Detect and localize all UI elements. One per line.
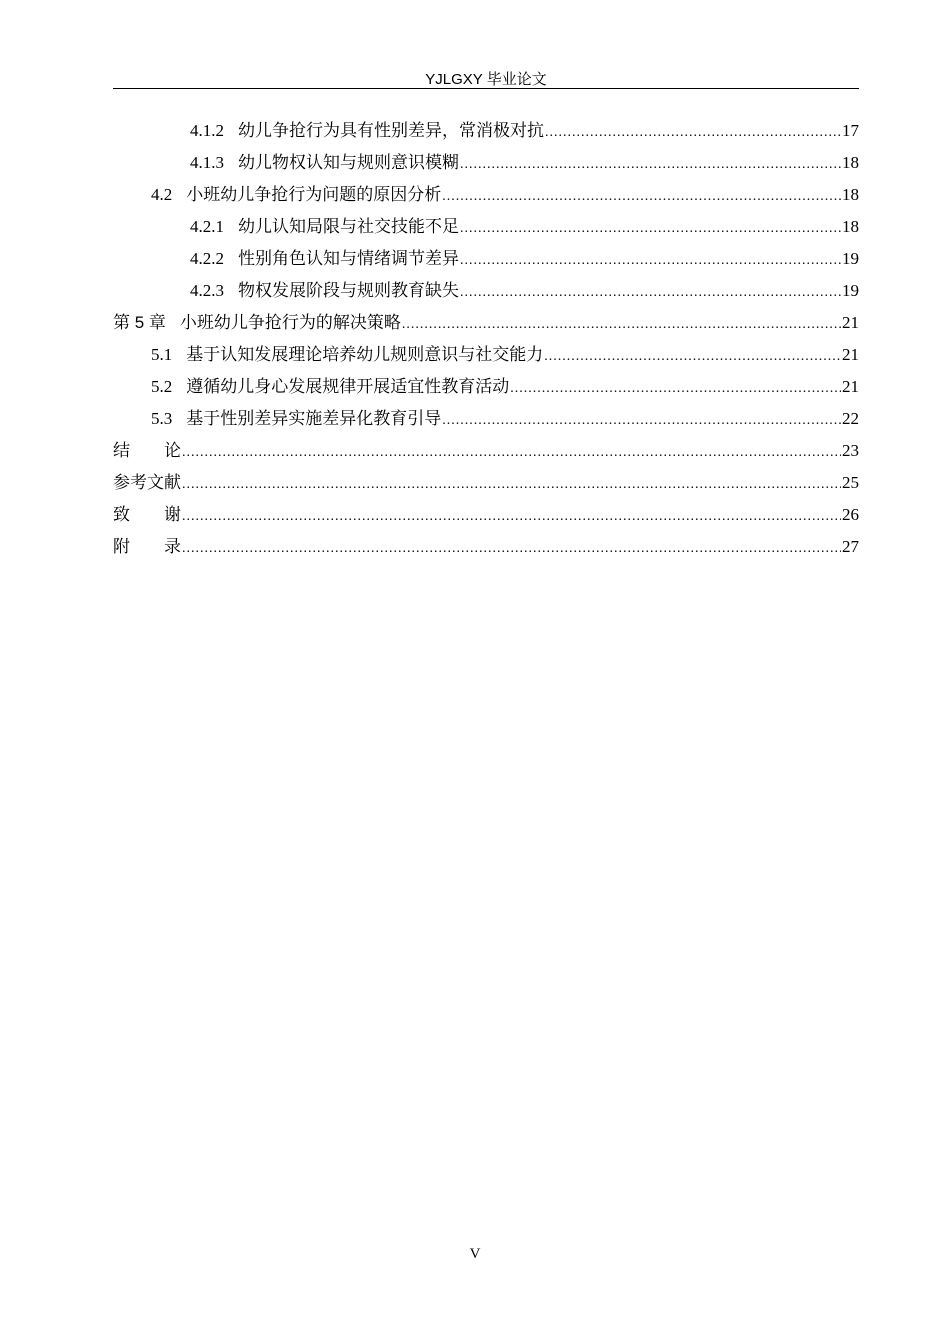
table-of-contents (113, 115, 859, 563)
toc-number: 4.2 (151, 185, 173, 204)
toc-title: 参考文献 (113, 473, 181, 492)
toc-page: 18 (842, 217, 859, 236)
toc-title: 幼儿认知局限与社交技能不足 (238, 217, 459, 236)
toc-page: 25 (842, 473, 859, 492)
toc-title: 致 谢 (113, 505, 181, 524)
dot-leader (182, 533, 841, 565)
toc-number: 4.2.3 (190, 281, 224, 300)
toc-entry-5-3[interactable] (113, 403, 859, 435)
header-rule (113, 88, 859, 89)
toc-page: 23 (842, 441, 859, 460)
toc-title: 基于认知发展理论培养幼儿规则意识与社交能力 (186, 345, 544, 364)
toc-title: 幼儿争抢行为具有性别差异，常消极对抗 (238, 121, 544, 140)
toc-page: 26 (842, 505, 859, 524)
dot-leader (544, 341, 841, 373)
toc-title: 附 录 (113, 537, 181, 556)
dot-leader (460, 213, 841, 245)
toc-entry-chapter-5[interactable] (113, 307, 859, 339)
dot-leader (442, 181, 841, 213)
toc-title: 幼儿物权认知与规则意识模糊 (238, 153, 459, 172)
toc-page: 21 (842, 377, 859, 396)
toc-page: 19 (842, 281, 859, 300)
toc-number: 4.1.3 (190, 153, 224, 172)
toc-entry-4-1-3[interactable] (113, 147, 859, 179)
toc-page: 21 (842, 313, 859, 332)
dot-leader (460, 277, 841, 309)
toc-number: 4.2.2 (190, 249, 224, 268)
toc-page: 18 (842, 185, 859, 204)
toc-entry-conclusion[interactable] (113, 435, 859, 467)
page-number: V (469, 1246, 481, 1262)
toc-page: 21 (842, 345, 859, 364)
dot-leader (182, 501, 841, 533)
toc-entry-4-2-2[interactable] (113, 243, 859, 275)
toc-number: 5.1 (151, 345, 173, 364)
toc-number: 5.2 (151, 377, 173, 396)
dot-leader (182, 437, 841, 469)
toc-title: 小班幼儿争抢行为问题的原因分析 (186, 185, 442, 204)
toc-title: 性别角色认知与情绪调节差异 (238, 249, 459, 268)
dot-leader (510, 373, 841, 405)
toc-page: 19 (842, 249, 859, 268)
toc-entry-4-1-2[interactable] (113, 115, 859, 147)
toc-page: 22 (842, 409, 859, 428)
dot-leader (442, 405, 841, 437)
dot-leader (182, 469, 841, 501)
toc-title: 结 论 (113, 441, 181, 460)
toc-page: 27 (842, 537, 859, 556)
toc-entry-appendix[interactable] (113, 531, 859, 563)
toc-number: 4.2.1 (190, 217, 224, 236)
toc-page: 18 (842, 153, 859, 172)
toc-page: 17 (842, 121, 859, 140)
toc-entry-acknowledgements[interactable] (113, 499, 859, 531)
toc-title: 遵循幼儿身心发展规律开展适宜性教育活动 (186, 377, 510, 396)
running-header: YJLGXY 毕业论文 (425, 71, 547, 88)
toc-number: 4.1.2 (190, 121, 224, 140)
dot-leader (460, 245, 841, 277)
toc-entry-references[interactable] (113, 467, 859, 499)
toc-entry-4-2-3[interactable] (113, 275, 859, 307)
dot-leader (402, 309, 841, 341)
dot-leader (545, 117, 841, 149)
toc-title: 小班幼儿争抢行为的解决策略 (179, 313, 401, 332)
toc-title: 物权发展阶段与规则教育缺失 (238, 281, 459, 300)
toc-number: 第 5 章 (113, 313, 166, 332)
toc-entry-5-2[interactable] (113, 371, 859, 403)
toc-title: 基于性别差异实施差异化教育引导 (186, 409, 442, 428)
toc-entry-4-2[interactable] (113, 179, 859, 211)
toc-number: 5.3 (151, 409, 173, 428)
dot-leader (460, 149, 841, 181)
toc-entry-5-1[interactable] (113, 339, 859, 371)
toc-entry-4-2-1[interactable] (113, 211, 859, 243)
